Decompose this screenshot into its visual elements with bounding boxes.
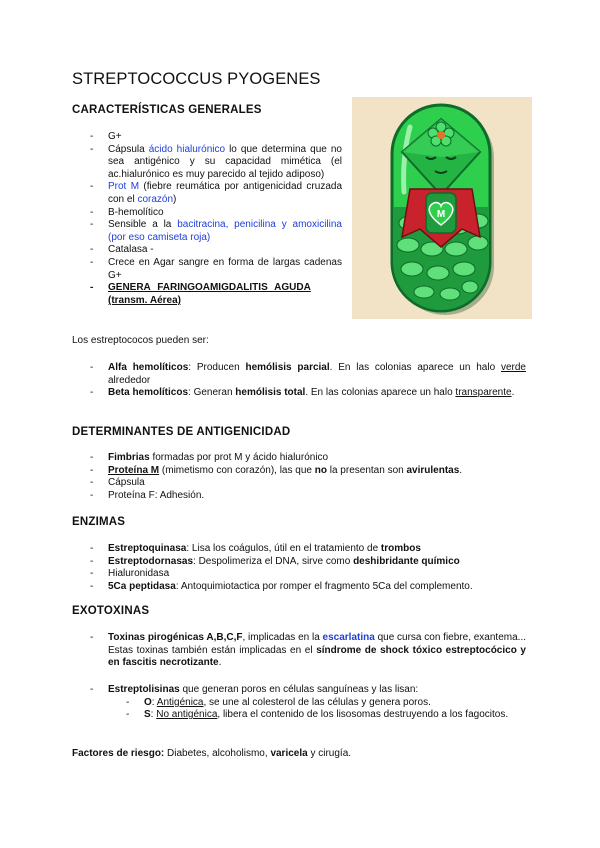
list-item: - Alfa hemolíticos: Producen hemólisis parcial. En las colonias aparece un halo verde alrededor: [72, 362, 526, 387]
list-item: - S: No antigénica, libera el contenido de los lisosomas destruyendo a los fagocitos.: [72, 709, 526, 722]
types-intro: Los estreptococos pueden ser:: [72, 335, 209, 346]
list-item: - Prot M (fiebre reumática por antigenicidad cruzada con el corazón): [72, 181, 342, 206]
badge-letter: M: [436, 209, 446, 220]
list-item: - Proteína M (mimetismo con corazón), las que no la presentan son avirulentas.: [72, 465, 526, 478]
list-item: - GENERA FARINGOAMIGDALITIS AGUDA (transm. Aérea): [72, 282, 342, 307]
risk-factors: Factores de riesgo: Diabetes, alcoholismo, varicela y cirugía.: [72, 748, 352, 759]
list-item: - Cápsula: [72, 477, 526, 490]
list-item: - O: Antigénica, se une al colesterol de las células y genera poros.: [72, 697, 526, 710]
list-item: - Cápsula ácido hialurónico lo que determina que no sea antigénico y su capacidad mimética (el ac.hialurónico es muy parecido al tejido adiposo): [72, 144, 342, 182]
enzymes-list: [72, 543, 526, 593]
types-list: [72, 362, 526, 400]
exotoxins-heading: EXOTOXINAS: [72, 605, 150, 617]
antigen-list: [72, 452, 526, 502]
list-item: - Sensible a la bacitracina, penicilina y amoxicilina (por eso camiseta roja): [72, 219, 342, 244]
list-item: - Hialuronidasa: [72, 568, 526, 581]
list-item: - B-hemolítico: [72, 207, 342, 220]
general-list: [72, 131, 342, 307]
list-item: - Catalasa -: [72, 244, 342, 257]
list-item: - Fimbrias formadas por prot M y ácido hialurónico: [72, 452, 526, 465]
antigen-heading: DETERMINANTES DE ANTIGENICIDAD: [72, 426, 291, 438]
list-item: - Estreptodornasas: Despolimeriza el DNA, sirve como deshibridante químico: [72, 556, 526, 569]
enzymes-heading: ENZIMAS: [72, 516, 126, 528]
list-item: - Toxinas pirogénicas A,B,C,F, implicadas en la escarlatina que cursa con fiebre, exantema... Estas toxinas también están implicadas en el síndrome de shock tóxico estreptocócico y en fascitis necrotizante.: [72, 632, 526, 670]
exotoxins-list-2: [72, 684, 526, 722]
list-item: - Beta hemolíticos: Generan hemólisis total. En las colonias aparece un halo transparente.: [72, 387, 526, 400]
list-item: - Estreptolisinas que generan poros en células sanguíneas y las lisan: - O: Antigénica, se une al colesterol de las células y genera poros. - S: No antigénica, libera el contenido de los lisosomas destruyendo a los fagocitos.: [72, 684, 526, 722]
exotoxins-list-1: [72, 632, 526, 670]
general-heading: CARACTERÍSTICAS GENERALES: [72, 104, 262, 116]
list-item: - G+: [72, 131, 342, 144]
list-item: - Estreptoquinasa: Lisa los coágulos, útil en el tratamiento de trombos: [72, 543, 526, 556]
page-title: STREPTOCOCCUS PYOGENES: [72, 70, 321, 88]
estreptolisinas-sublist: [72, 697, 526, 722]
list-item: - Proteína F: Adhesión.: [72, 490, 526, 503]
list-item: - 5Ca peptidasa: Antoquimiotactica por romper el fragmento 5Ca del complemento.: [72, 581, 526, 594]
list-item: - Crece en Agar sangre en forma de largas cadenas G+: [72, 257, 342, 282]
green-pill-mascot-icon: [352, 97, 532, 319]
